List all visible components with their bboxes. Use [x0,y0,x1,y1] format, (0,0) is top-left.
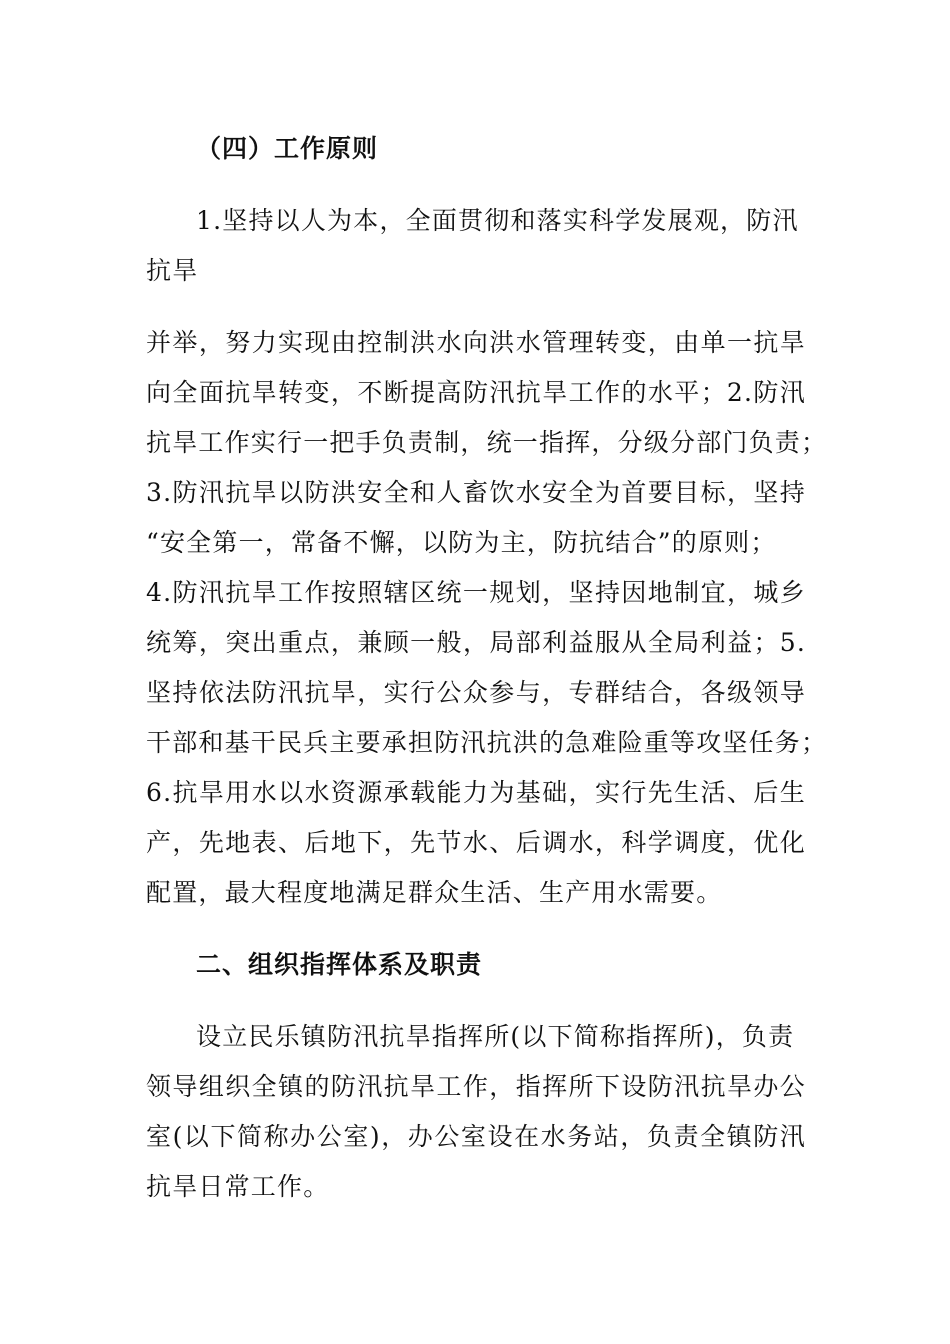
paragraph-line: 1.坚持以人为本，全面贯彻和落实科学发展观，防汛 [196,206,799,235]
paragraph-line: 领导组织全镇的防汛抗旱工作，指挥所下设防汛抗旱办公 [146,1072,806,1101]
paragraph-line: 室(以下简称办公室)，办公室设在水务站，负责全镇防汛 [146,1122,806,1151]
paragraph-line: 干部和基干民兵主要承担防汛抗洪的急难险重等攻坚任务； [146,728,828,757]
paragraph-line: 3.防汛抗旱以防洪安全和人畜饮水安全为首要目标，坚持 [146,478,806,507]
paragraph-line: 抗旱工作实行一把手负责制，统一指挥，分级分部门负责； [146,428,828,457]
paragraph-line: 配置，最大程度地满足群众生活、生产用水需要。 [146,878,723,907]
section-heading-organization: 二、组织指挥体系及职责 [196,950,483,979]
paragraph-line: 抗旱日常工作。 [146,1172,330,1201]
paragraph-line: 4.防汛抗旱工作按照辖区统一规划，坚持因地制宜，城乡 [146,578,806,607]
paragraph-line: 抗旱 [146,256,199,285]
paragraph-line: 向全面抗旱转变，不断提高防汛抗旱工作的水平；2.防汛 [146,378,806,407]
paragraph-line: 统筹，突出重点，兼顾一般，局部利益服从全局利益；5. [146,628,806,657]
paragraph-line: 产，先地表、后地下，先节水、后调水，科学调度，优化 [146,828,806,857]
paragraph-line: “安全第一，常备不懈，以防为主，防抗结合”的原则； [146,528,777,557]
paragraph-line: 并举，努力实现由控制洪水向洪水管理转变，由单一抗旱 [146,328,806,357]
section-heading-work-principles: （四）工作原则 [196,134,379,163]
paragraph-line: 坚持依法防汛抗旱，实行公众参与，专群结合，各级领导 [146,678,806,707]
paragraph-line: 6.抗旱用水以水资源承载能力为基础，实行先生活、后生 [146,778,806,807]
paragraph-line: 设立民乐镇防汛抗旱指挥所(以下简称指挥所)，负责 [196,1022,795,1051]
